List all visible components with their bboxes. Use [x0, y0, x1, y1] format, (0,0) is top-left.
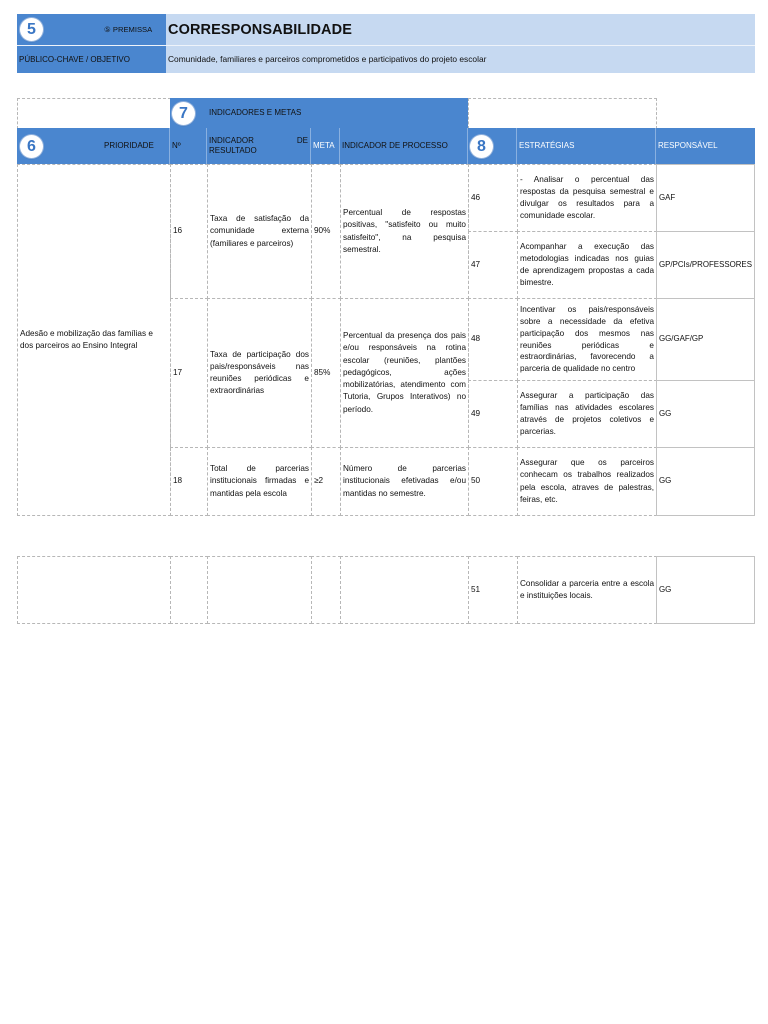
column-header-estrategias-label: ESTRATÉGIAS — [519, 141, 575, 150]
extra-empty-cell — [340, 556, 469, 624]
indicador-numero-cell — [170, 164, 208, 299]
estrategia-responsavel-cell — [656, 380, 755, 448]
extra-empty-cell — [311, 556, 341, 624]
extra-estrategia-texto-cell — [517, 556, 657, 624]
publico-chave-label: PÚBLICO-CHAVE / OBJETIVO — [19, 54, 130, 64]
estrategia-numero-cell — [468, 231, 518, 299]
indicador-processo-cell — [340, 447, 469, 516]
indicador-resultado: Taxa de satisfação da comunidade externa (familiares e parceiros) — [210, 214, 309, 248]
extra-empty-cell — [17, 556, 171, 624]
estrategia-texto: - Analisar o percentual das respostas da pesquisa semestral e divulgar os resultados para a comunidade escolar. — [520, 174, 654, 221]
estrategia-numero-cell — [468, 380, 518, 448]
extra-estrategia-responsavel-cell — [656, 556, 755, 624]
estrategia-numero: 49 — [471, 408, 481, 418]
indicador-numero: 18 — [173, 476, 183, 486]
extra-estrategia-numero: 51 — [471, 584, 481, 594]
extra-empty-cell — [170, 556, 208, 624]
blank-top-left-cell — [17, 98, 171, 129]
indicador-processo-cell — [340, 298, 469, 448]
indicador-meta: ≥2 — [314, 476, 324, 486]
estrategia-numero: 48 — [471, 334, 481, 344]
estrategia-texto-cell — [517, 447, 657, 516]
estrategia-responsavel-cell — [656, 164, 755, 232]
extra-estrategia-texto: Consolidar a parceria entre a escola e instituições locais. — [520, 578, 654, 600]
estrategias-badge: 8 — [470, 135, 493, 158]
estrategia-texto-cell — [517, 164, 657, 232]
column-header-indicador-resultado-label: INDICADOR DE RESULTADO — [209, 136, 308, 155]
premissa-title-cell — [166, 14, 755, 45]
estrategia-responsavel-cell — [656, 447, 755, 516]
estrategia-texto: Incentivar os pais/responsáveis sobre a necessidade da efetiva participação dos mesmos nas reuniões periódicas e estraordinárias, favorecendo a parceria de qualidade no centro — [520, 304, 654, 374]
indicador-numero: 17 — [173, 367, 183, 377]
indicador-meta-cell — [311, 164, 341, 299]
column-header-indicador-processo-label: INDICADOR DE PROCESSO — [342, 141, 448, 150]
estrategia-texto: Assegurar que os parceiros conhecam os trabalhos realizados pela escola, atraves de palestras, feiras, etc. — [520, 458, 654, 504]
premissa-title: CORRESPONSABILIDADE — [168, 21, 352, 38]
extra-estrategia-numero-cell — [468, 556, 518, 624]
column-header-responsavel — [656, 128, 755, 164]
indicador-processo: Número de parcerias institucionais efetivadas e/ou mantidas no semestre. — [343, 464, 466, 498]
indicador-resultado: Total de parcerias institucionais firmadas e mantidas pela escola — [210, 464, 309, 498]
indicador-meta-cell — [311, 447, 341, 516]
publico-chave-value-cell — [166, 45, 755, 73]
estrategia-numero-cell — [468, 298, 518, 381]
indicador-resultado: Taxa de participação dos pais/responsáveis nas reuniões periódicas e extraordinárias — [210, 349, 309, 396]
indicador-processo: Percentual de respostas positivas, "satisfeito ou muito satisfeito", na pesquisa semestral. — [343, 208, 466, 254]
column-header-responsavel-label: RESPONSÁVEL — [658, 141, 718, 150]
indicador-meta: 90% — [314, 226, 331, 236]
section-indicadores-header — [170, 98, 468, 128]
estrategias-badge-cell — [468, 128, 517, 164]
column-header-numero — [170, 128, 207, 164]
indicador-numero-cell — [170, 447, 208, 516]
premissa-label: ⑤ PREMISSA — [104, 24, 153, 34]
column-header-indicador-resultado — [207, 128, 311, 164]
premissa-badge-cell — [17, 14, 102, 45]
premissa-number-badge: 5 — [20, 18, 43, 41]
estrategia-responsavel: GP/PCIs/PROFESSORES — [659, 259, 752, 269]
prioridade-cell — [17, 164, 171, 516]
premissa-label-cell — [102, 14, 166, 45]
prioridade-badge-cell — [17, 128, 102, 164]
column-header-prioridade-label: PRIORIDADE — [104, 141, 154, 150]
estrategia-numero-cell — [468, 447, 518, 516]
indicador-resultado-cell — [207, 164, 312, 299]
indicador-numero: 16 — [173, 226, 183, 236]
estrategia-texto-cell — [517, 231, 657, 299]
estrategia-texto: Acompanhar a execução das metodologias indicadas nos guias de aprendizagem propostas a cada bimestre. — [520, 241, 654, 288]
publico-chave-value: Comunidade, familiares e parceiros comprometidos e participativos do projeto escolar — [168, 54, 487, 65]
indicador-numero-cell — [170, 298, 208, 448]
estrategia-responsavel: GG — [659, 408, 672, 418]
estrategia-numero: 50 — [471, 476, 481, 486]
column-header-meta — [311, 128, 340, 164]
publico-chave-label-cell — [17, 45, 166, 73]
estrategia-numero: 47 — [471, 259, 481, 269]
column-header-numero-label: Nº — [172, 141, 181, 150]
estrategia-numero-cell — [468, 164, 518, 232]
indicador-resultado-cell — [207, 447, 312, 516]
extra-estrategia-responsavel: GG — [659, 584, 672, 594]
estrategia-numero: 46 — [471, 192, 481, 202]
estrategia-texto: Assegurar a participação das famílias nas atividades escolares através de projetos coletivos e parcerias. — [520, 390, 654, 437]
indicador-meta: 85% — [314, 367, 331, 377]
estrategia-responsavel: GG — [659, 476, 672, 486]
section-indicadores-label: INDICADORES E METAS — [209, 108, 302, 117]
estrategia-responsavel-cell — [656, 231, 755, 299]
estrategia-responsavel-cell — [656, 298, 755, 381]
prioridade-badge: 6 — [20, 135, 43, 158]
estrategia-texto-cell — [517, 298, 657, 381]
column-header-prioridade — [102, 128, 170, 164]
indicador-meta-cell — [311, 298, 341, 448]
indicador-resultado-cell — [207, 298, 312, 448]
estrategia-responsavel: GAF — [659, 192, 676, 202]
section-indicadores-badge: 7 — [172, 102, 195, 125]
indicador-processo-cell — [340, 164, 469, 299]
extra-empty-cell — [207, 556, 312, 624]
indicador-processo: Percentual da presença dos pais e/ou responsáveis na rotina escolar (reuniões, plantões pedagógicos, ações mobilizatórias, atendimento com Tutoria, Grupos Interativos) no período. — [343, 331, 466, 414]
estrategia-texto-cell — [517, 380, 657, 448]
prioridade-text: Adesão e mobilização das famílias e dos parceiros ao Ensino Integral — [20, 328, 153, 350]
column-header-indicador-processo — [340, 128, 468, 164]
column-header-meta-label: META — [313, 141, 335, 150]
column-header-estrategias — [517, 128, 656, 164]
blank-top-right-cell — [468, 98, 657, 129]
estrategia-responsavel: GG/GAF/GP — [659, 334, 704, 344]
